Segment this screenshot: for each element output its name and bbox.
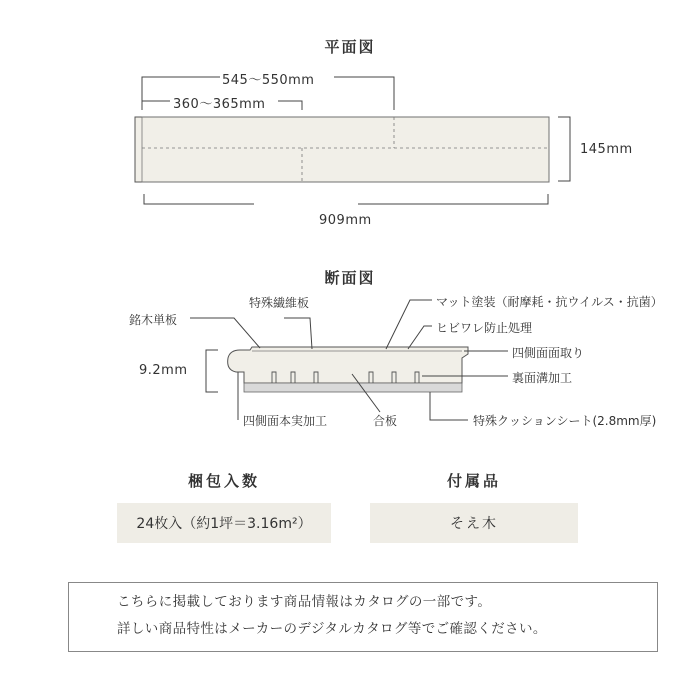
label-crack-prevention: ヒビワレ防止処理 xyxy=(436,321,533,335)
accessories-title: 付属品 xyxy=(446,472,501,490)
note-line-2: 詳しい商品特性はメーカーのデジタルカタログ等でご確認ください。 xyxy=(117,621,547,637)
dim-thickness: 9.2mm xyxy=(139,363,188,378)
label-matte-coating: マット塗装（耐摩耗・抗ウイルス・抗菌） xyxy=(436,295,663,309)
label-cushion: 特殊クッションシート(2.8mm厚) xyxy=(473,414,657,428)
dim-width: 145mm xyxy=(580,142,633,157)
leader-crack-prevention xyxy=(408,326,432,349)
label-plywood: 合板 xyxy=(373,414,398,428)
leader-top-veneer xyxy=(190,318,260,348)
dim-length-outer: 545〜550mm xyxy=(222,73,315,88)
leader-special-fiber xyxy=(284,318,312,349)
label-tongue-groove: 四側面本実加工 xyxy=(243,414,328,428)
dim-length-inner: 360〜365mm xyxy=(173,97,266,112)
label-back-groove: 裏面溝加工 xyxy=(512,371,573,385)
leader-cushion xyxy=(430,392,468,420)
label-top-veneer: 銘木単板 xyxy=(129,313,178,327)
label-chamfer: 四側面面取り xyxy=(512,346,585,360)
dim-total: 909mm xyxy=(319,213,372,228)
catalog-note xyxy=(68,582,658,652)
section-board xyxy=(228,347,468,392)
packaging-value: 24枚入（約1坪＝3.16m²） xyxy=(117,503,331,543)
leader-matte-coating xyxy=(386,300,432,349)
section-view-title: 断面図 xyxy=(324,269,376,287)
label-special-fiber: 特殊繊維板 xyxy=(249,296,310,310)
note-line-1: こちらに掲載しております商品情報はカタログの一部です。 xyxy=(117,594,492,610)
plan-view-title: 平面図 xyxy=(324,38,376,56)
accessories-value: そえ木 xyxy=(370,503,578,543)
packaging-title: 梱包入数 xyxy=(187,472,260,490)
dim-bracket-thickness xyxy=(206,350,218,392)
